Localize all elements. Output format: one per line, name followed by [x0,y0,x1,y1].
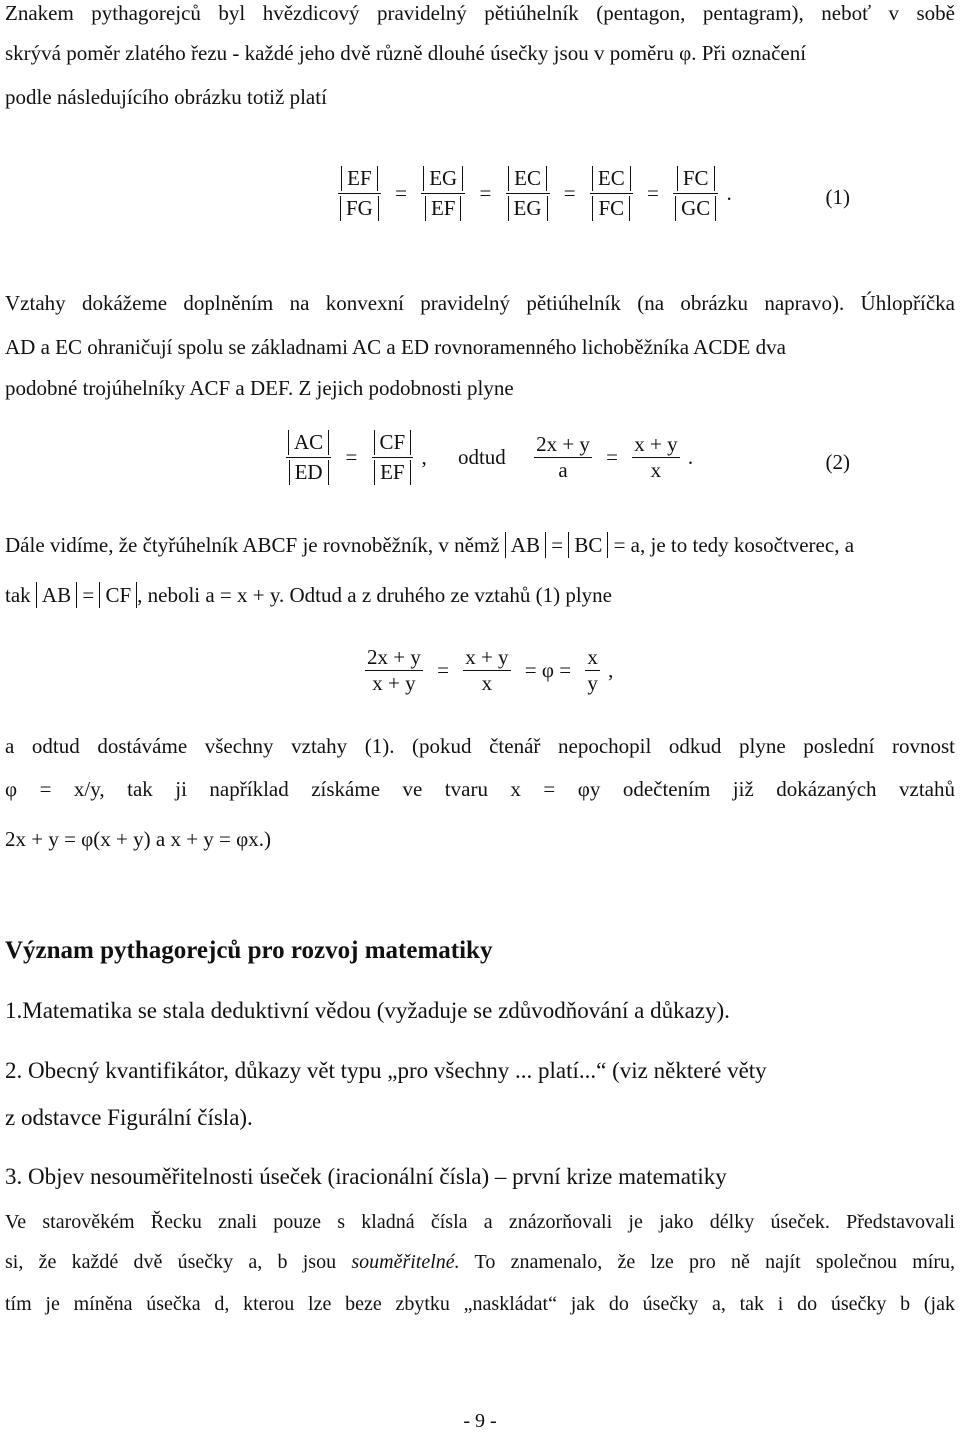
equals-sign: = [563,181,576,206]
paragraph-line: podobné trojúhelníky ACF a DEF. Z jejich podobnosti plyne [5,376,514,400]
paragraph-line: AD a EC ohraničují spolu se základnami AC a ED rovnoramenného lichoběžníka ACDE dva [5,335,786,359]
fraction-numerator: EG [423,166,463,191]
text: si, že každé dvě úsečky a, b jsou [5,1251,352,1273]
fraction-denominator: a [558,458,568,483]
fraction [365,645,423,696]
fraction [463,645,510,696]
fraction-denominator: GC [675,196,716,221]
equation-end: . [726,181,732,206]
fraction-numerator: x + y [632,432,679,458]
list-item: z odstavce Figurální čísla). [5,1105,253,1130]
equation-2 [283,428,699,487]
fraction-denominator: ED [289,460,329,485]
fraction-numerator: x + y [463,645,510,671]
page-number: - 9 - [463,1410,497,1432]
fraction [590,164,633,223]
fraction-numerator: EC [592,166,631,191]
equals-sign: = [82,583,95,607]
text: je to tedy kosočtverec, a [650,533,855,557]
paragraph-line: Ve starověkém Řecku znali pouze s kladná čísla a znázorňovali je jako délky úseček. Představovali [5,1211,955,1233]
equation-number: (2) [825,450,850,474]
fraction-denominator: y [587,671,598,696]
equals-sign: = [345,445,358,470]
text: = a, [613,533,646,557]
equation-1 [335,164,738,223]
paragraph-line [5,1250,955,1275]
text: Dále vidíme, že čtyřúhelník ABCF je rovnoběžník, v němž [5,533,500,557]
italic-term: souměřitelné. [351,1251,460,1273]
fraction [673,164,718,223]
equation-number: (1) [825,185,850,209]
equals-sign: = [551,533,564,557]
fraction-denominator: FG [340,196,379,221]
fraction-denominator: EF [374,460,411,485]
segment-bc: BC [568,532,608,558]
paragraph-line [5,580,955,610]
fraction [338,164,381,223]
fraction-numerator: 2x + y [365,645,423,671]
paragraph-line: skrývá poměr zlatého řezu - každé jeho dvě různě dlouhé úsečky jsou v poměru φ. Při označení [5,41,807,65]
text: , neboli a = x + y. Odtud a z druhého ze vztahů (1) plyne [137,583,612,607]
fraction-numerator: EF [341,166,378,191]
equation-end: , [608,658,614,683]
paragraph-line: φ = x/y, tak ji například získáme ve tvaru x = φy odečtením již dokázaných vztahů [5,777,955,801]
section-heading: Význam pythagorejců pro rozvoj matematiky [5,937,493,964]
fraction [372,428,414,487]
word-odtud: odtud [457,445,506,470]
fraction-numerator: CF [374,430,412,455]
equals-sign: = [606,445,618,470]
equals-sign: = [395,181,407,206]
list-item: 1.Matematika se stala deduktivní vědou (vyžaduje se zdůvodňování a důkazy). [5,998,730,1023]
fraction-numerator: FC [677,166,715,191]
equals-sign: = [646,181,659,206]
paragraph-line: tím je míněna úsečka d, kterou lze beze zbytku „naskládat“ jak do úsečky a, tak i do úsečky b (jak [5,1293,955,1315]
fraction-denominator: FC [592,196,630,221]
segment-cf: CF [99,582,137,608]
fraction-denominator: x [481,671,493,696]
paragraph-line: Znakem pythagorejců byl hvězdicový pravidelný pětiúhelník (pentagon, pentagram), neboť v sobě [5,1,955,25]
fraction-numerator: 2x + y [534,432,592,458]
fraction [421,164,465,223]
list-item: 2. Obecný kvantifikátor, důkazy vět typu „pro všechny ... platí...“ (viz některé věty [5,1058,767,1083]
fraction [632,432,679,483]
fraction-numerator: x [585,645,600,671]
fraction [585,645,600,696]
fraction-numerator: EC [508,166,547,191]
fraction [506,164,550,223]
paragraph-line: a odtud dostáváme všechny vztahy (1). (pokud čtenář nepochopil odkud plyne poslední rovnost [5,734,955,758]
paragraph-line: 2x + y = φ(x + y) a x + y = φx.) [5,827,272,851]
list-item: 3. Objev nesouměřitelnosti úseček (iracionální čísla) – první krize matematiky [5,1164,727,1189]
segment-ab: AB [36,582,77,608]
equals-sign: = [437,658,449,683]
fraction-denominator: EG [508,196,548,221]
paragraph-line: Vztahy dokážeme doplněním na konvexní pravidelný pětiúhelník (na obrázku napravo). Úhlopříčka [5,291,955,315]
phi-equals: = φ = [524,658,572,683]
text: To znamenalo, že lze pro ně najít společnou míru, [459,1251,955,1273]
fraction [286,428,331,487]
comma: , [421,445,427,470]
fraction-denominator: EF [425,196,462,221]
fraction [534,432,592,483]
segment-ab: AB [505,532,546,558]
paragraph-line: podle následujícího obrázku totiž platí [5,85,327,109]
paragraph-line [5,530,955,560]
text: tak [5,583,31,607]
equation-3 [362,645,619,696]
fraction-denominator: x + y [372,671,416,696]
equation-end: . [687,445,694,470]
fraction-denominator: x [650,458,662,483]
fraction-numerator: AC [288,430,329,455]
equals-sign: = [479,181,492,206]
